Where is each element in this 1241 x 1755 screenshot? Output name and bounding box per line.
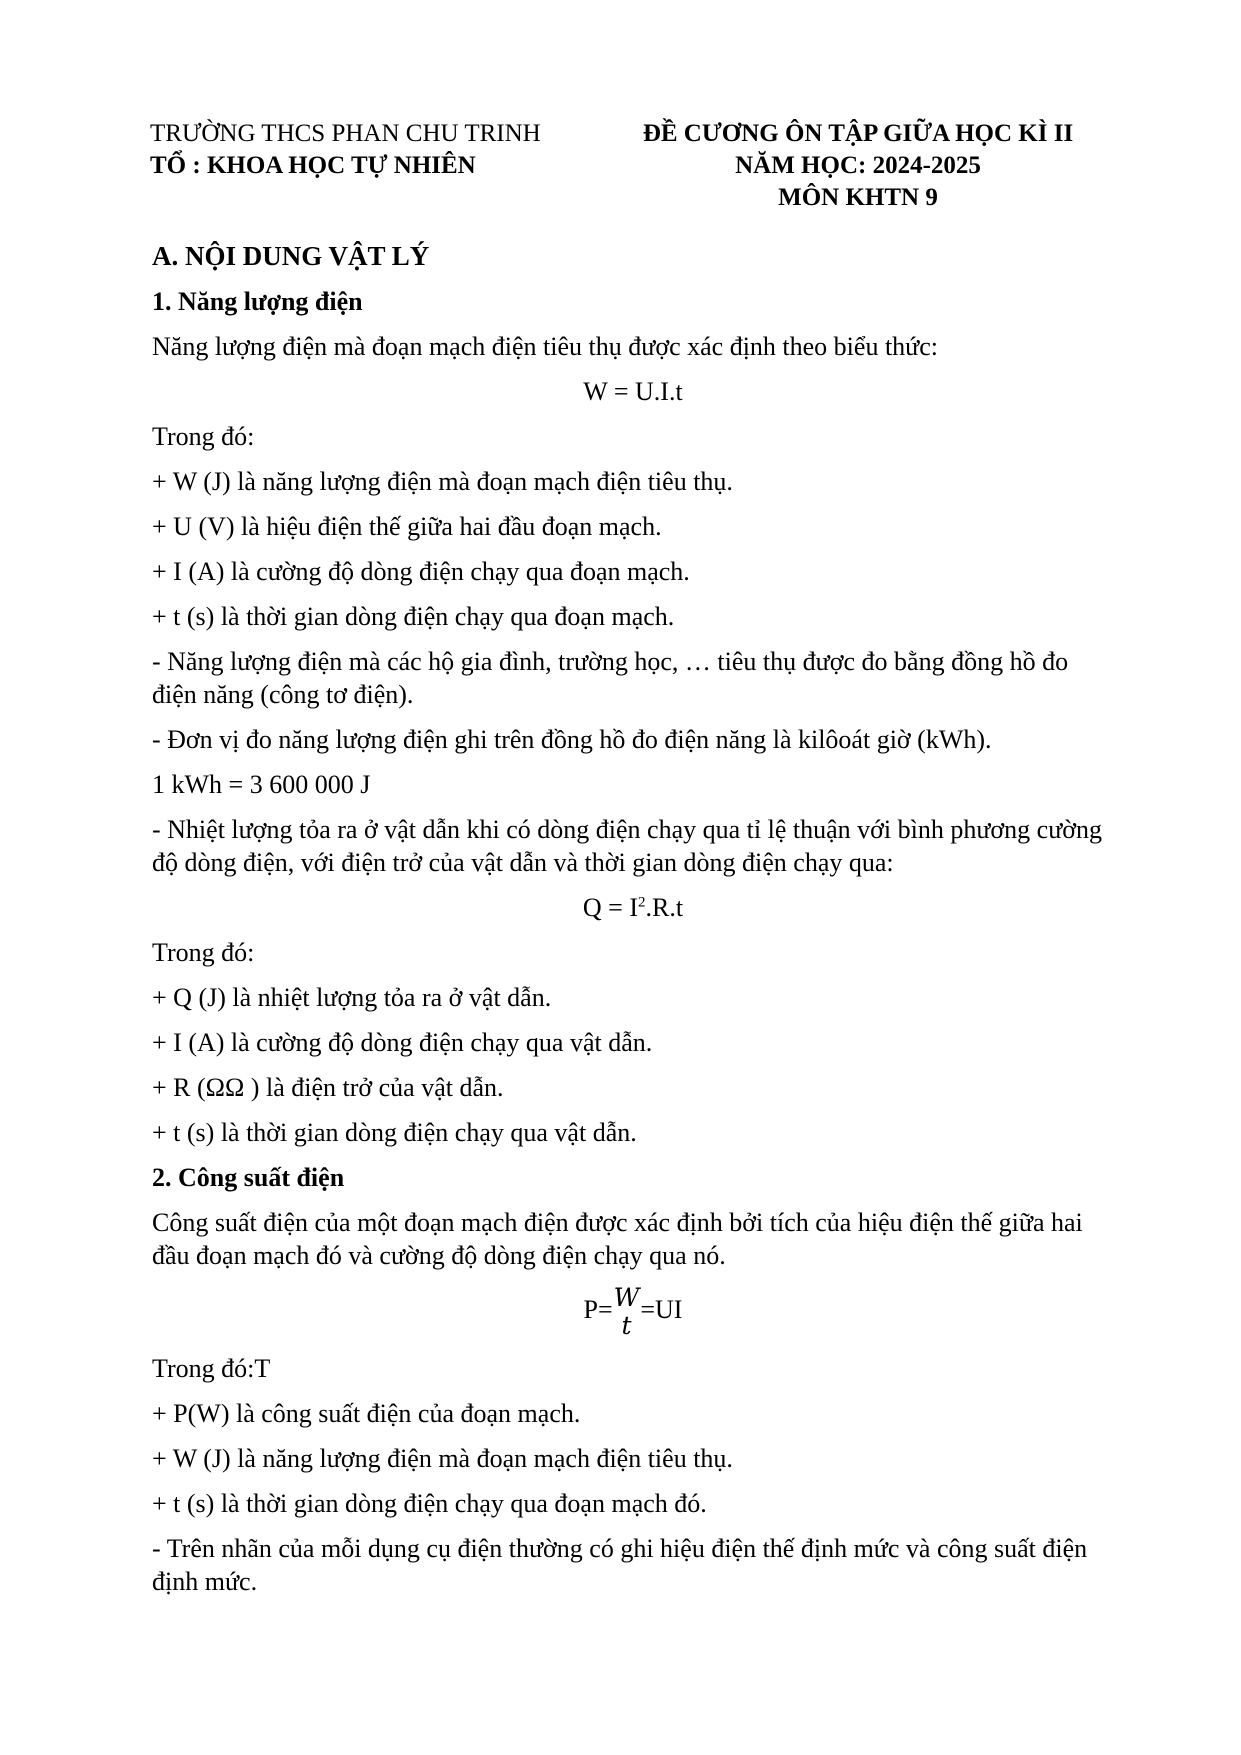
- part2-def-t: + t (s) là thời gian dòng điện chạy qua đoạn mạch đó.: [152, 1489, 707, 1518]
- power-formula-right: =UI: [640, 1294, 683, 1324]
- part1-title: 1. Năng lượng điện: [152, 287, 363, 316]
- part2-intro: Công suất điện của một đoạn mạch điện được xác định bởi tích của hiệu điện thế giữa hai đầu đoạn mạch đó và cường độ dòng điện chạy qua nó.: [152, 1208, 1083, 1270]
- document-body: [152, 240, 1114, 1610]
- heat-formula-exponent: 2: [638, 894, 646, 911]
- kwh-conversion: 1 kWh = 3 600 000 J: [152, 770, 371, 799]
- part2-def-p: + P(W) là công suất điện của đoạn mạch.: [152, 1399, 581, 1428]
- part1-note-heat: - Nhiệt lượng tỏa ra ở vật dẫn khi có dòng điện chạy qua tỉ lệ thuận với bình phương cường độ dòng điện, với điện trở của vật dẫn và thời gian dòng điện chạy qua:: [152, 815, 1103, 877]
- part1-def-r: + R (ΩΩ ) là điện trở của vật dẫn.: [152, 1073, 504, 1102]
- part1-note-meter: - Năng lượng điện mà các hộ gia đình, trường học, … tiêu thụ được đo bằng đồng hồ đo điện năng (công tơ điện).: [152, 647, 1069, 709]
- part1-where-label: Trong đó:: [152, 422, 255, 451]
- subject-name: MÔN KHTN 9: [778, 184, 938, 211]
- part2-note-rating: - Trên nhãn của mỗi dụng cụ điện thường có ghi hiệu điện thế định mức và công suất điện định mức.: [152, 1534, 1088, 1596]
- part1-note-unit: - Đơn vị đo năng lượng điện ghi trên đồng hồ đo điện năng là kilôoát giờ (kWh).: [152, 725, 992, 754]
- section-a-title: A. NỘI DUNG VẬT LÝ: [152, 241, 430, 271]
- part1-where-label-2: Trong đó:: [152, 938, 255, 967]
- school-year: NĂM HỌC: 2024-2025: [735, 152, 981, 179]
- part1-def-t2: + t (s) là thời gian dòng điện chạy qua vật dẫn.: [152, 1118, 637, 1147]
- department-name: TỔ : KHOA HỌC TỰ NHIÊN: [150, 152, 476, 179]
- header-right: [608, 118, 1108, 214]
- part1-intro: Năng lượng điện mà đoạn mạch điện tiêu thụ được xác định theo biểu thức:: [152, 332, 939, 361]
- part1-def-i2: + I (A) là cường độ dòng điện chạy qua vật dẫn.: [152, 1028, 653, 1057]
- power-fraction-numerator: W: [613, 1283, 640, 1312]
- part1-def-i: + I (A) là cường độ dòng điện chạy qua đoạn mạch.: [152, 557, 690, 586]
- part2-title: 2. Công suất điện: [152, 1163, 345, 1192]
- part1-def-w: + W (J) là năng lượng điện mà đoạn mạch điện tiêu thụ.: [152, 467, 733, 496]
- part2-where-label: Trong đó:T: [152, 1354, 271, 1383]
- heat-formula: [152, 891, 1114, 924]
- school-name: TRƯỜNG THCS PHAN CHU TRINH: [150, 120, 541, 147]
- part2-def-w: + W (J) là năng lượng điện mà đoạn mạch điện tiêu thụ.: [152, 1444, 733, 1473]
- header-left: [150, 118, 610, 182]
- part1-def-t: + t (s) là thời gian dòng điện chạy qua đoạn mạch.: [152, 602, 675, 631]
- power-formula-left: P=: [583, 1294, 613, 1324]
- heat-formula-right: .R.t: [645, 893, 684, 922]
- part1-def-q: + Q (J) là nhiệt lượng tỏa ra ở vật dẫn.: [152, 983, 552, 1012]
- power-formula: [152, 1284, 1114, 1340]
- energy-formula: W = U.I.t: [583, 377, 683, 406]
- part1-def-u: + U (V) là hiệu điện thế giữa hai đầu đoạn mạch.: [152, 512, 662, 541]
- power-fraction: [614, 1284, 640, 1340]
- heat-formula-left: Q = I: [582, 893, 639, 922]
- power-fraction-denominator: t: [621, 1311, 632, 1340]
- document-title: ĐỀ CƯƠNG ÔN TẬP GIỮA HỌC KÌ II: [642, 120, 1074, 147]
